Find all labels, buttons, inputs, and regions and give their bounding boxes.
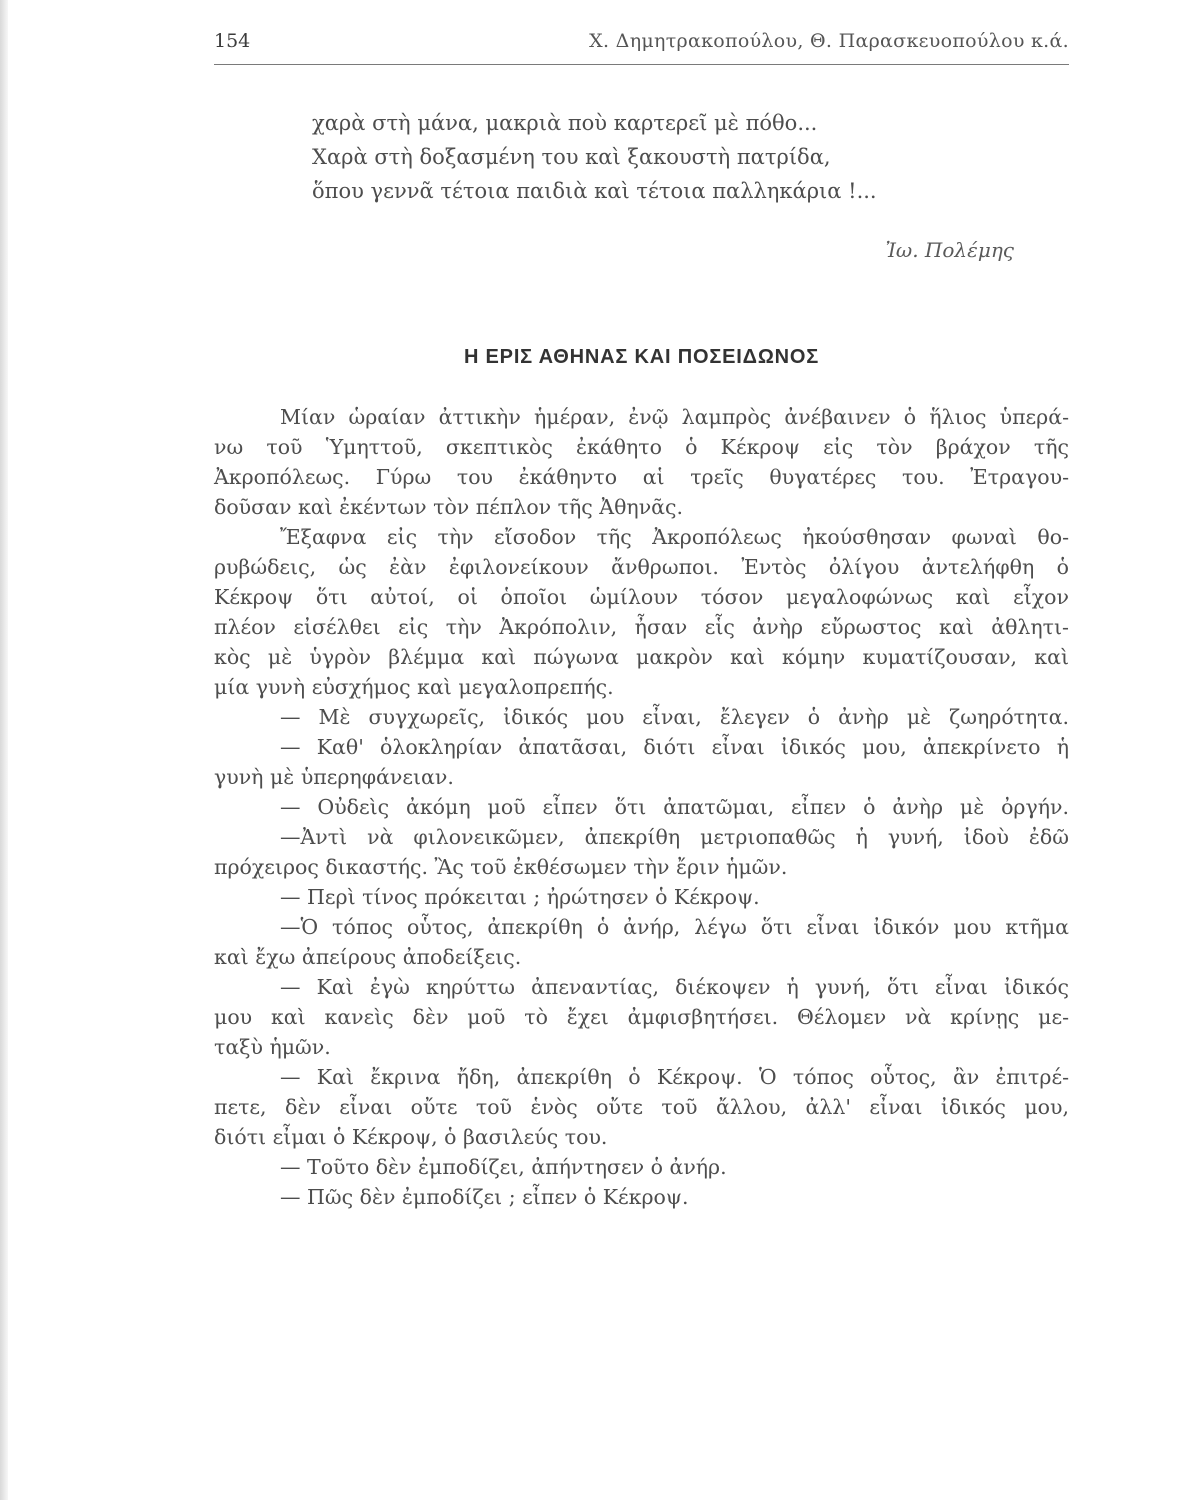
text-line: πετε, δὲν εἶναι οὔτε τοῦ ἑνὸς οὔτε τοῦ ἄλλου, ἀλλ' εἶναι ἰδικός μου, [214,1095,1069,1119]
dialogue-line: —Ὁ τόπος οὗτος, ἀπεκρίθη ὁ ἀνήρ, λέγω ὅτι εἶναι ἰδικόν μου κτῆμα [280,915,1069,939]
dialogue-line: — Τοῦτο δὲν ἐμποδίζει, ἀπήντησεν ὁ ἀνήρ. [280,1155,727,1179]
text-line: Κέκροψ ὅτι αὐτοί, οἱ ὁποῖοι ὡμίλουν τόσον μεγαλοφώνως καὶ εἶχον [214,585,1069,609]
page-edge-shadow [0,0,8,1500]
text-line: ρυβώδεις, ὡς ἐὰν ἐφιλονείκουν ἄνθρωποι. Ἐντὸς ὀλίγου ἀντελήφθη ὁ [214,555,1069,579]
poem-line: χαρὰ στὴ μάνα, μακριὰ ποὺ καρτερεῖ μὲ πόθο... [312,111,818,135]
text-line: πρόχειρος δικαστής. Ἂς τοῦ ἐκθέσωμεν τὴν ἔριν ἡμῶν. [214,855,788,879]
dialogue-line: —Ἀντὶ νὰ φιλονεικῶμεν, ἀπεκρίθη μετριοπαθῶς ἡ γυνή, ἰδοὺ ἐδῶ [280,825,1069,849]
text-line: ταξὺ ἡμῶν. [214,1035,331,1059]
dialogue-line: — Περὶ τίνος πρόκειται ; ἠρώτησεν ὁ Κέκροψ. [280,885,760,909]
text-line: μία γυνὴ εὐσχήμος καὶ μεγαλοπρεπής. [214,675,614,699]
page-number: 154 [214,30,251,52]
text-line: διότι εἶμαι ὁ Κέκροψ, ὁ βασιλεύς του. [214,1125,608,1149]
text-line: Ἀκροπόλεως. Γύρω του ἐκάθηντο αἱ τρεῖς θυγατέρες του. Ἐτραγου- [214,465,1069,489]
story-body [214,402,1069,1212]
poem-excerpt [312,106,1052,208]
text-line: Μίαν ὡραίαν ἀττικὴν ἡμέραν, ἐνῷ λαμπρὸς ἀνέβαινεν ὁ ἥλιος ὑπερά- [280,405,1069,429]
text-line: δοῦσαν καὶ ἐκέντων τὸν πέπλον τῆς Ἀθηνᾶς. [214,495,683,519]
text-line: καὶ ἔχω ἀπείρους ἀποδείξεις. [214,945,522,969]
story-title: Η ΕΡΙΣ ΑΘΗΝΑΣ ΚΑΙ ΠΟΣΕΙΔΩΝΟΣ [463,346,820,368]
poem-line: Χαρὰ στὴ δοξασμένη του καὶ ξακουστὴ πατρίδα, [312,145,831,169]
running-header [214,30,1069,62]
dialogue-line: — Καθ' ὁλοκληρίαν ἀπατᾶσαι, διότι εἶναι ἰδικός μου, ἀπεκρίνετο ἡ [280,735,1069,759]
text-line: κὸς μὲ ὑγρὸν βλέμμα καὶ πώγωνα μακρὸν καὶ κόμην κυματίζουσαν, καὶ [214,645,1069,669]
header-rule [214,64,1069,65]
dialogue-line: — Μὲ συγχωρεῖς, ἰδικός μου εἶναι, ἔλεγεν ὁ ἀνὴρ μὲ ζωηρότητα. [280,705,1069,729]
dialogue-line: — Οὐδεὶς ἀκόμη μοῦ εἶπεν ὅτι ἀπατῶμαι, εἶπεν ὁ ἀνὴρ μὲ ὀργήν. [280,795,1069,819]
dialogue-line: — Πῶς δὲν ἐμποδίζει ; εἶπεν ὁ Κέκροψ. [280,1185,689,1209]
running-title: Χ. Δημητρακοπούλου, Θ. Παρασκευοπούλου κ.ά. [589,30,1069,52]
text-line: Ἔξαφνα εἰς τὴν εἴσοδον τῆς Ἀκροπόλεως ἠκούσθησαν φωναὶ θο- [280,525,1069,549]
text-line: γυνὴ μὲ ὑπερηφάνειαν. [214,765,454,789]
text-line: νω τοῦ Ὑμηττοῦ, σκεπτικὸς ἐκάθητο ὁ Κέκροψ εἰς τὸν βράχον τῆς [214,435,1069,459]
text-line: πλέον εἰσέλθει εἰς τὴν Ἀκρόπολιν, ἦσαν εἷς ἀνὴρ εὔρωστος καὶ ἀθλητι- [214,615,1069,639]
poem-author: Ἰω. Πολέμης [885,238,1014,262]
text-line: μου καὶ κανεὶς δὲν μοῦ τὸ ἔχει ἀμφισβητήσει. Θέλομεν νὰ κρίνῃς με- [214,1005,1069,1029]
dialogue-line: — Καὶ ἔκρινα ἤδη, ἀπεκρίθη ὁ Κέκροψ. Ὁ τόπος οὗτος, ἂν ἐπιτρέ- [280,1065,1069,1089]
dialogue-line: — Καὶ ἐγὼ κηρύττω ἀπεναντίας, διέκοψεν ἡ γυνή, ὅτι εἶναι ἰδικός [280,975,1069,999]
poem-line: ὅπου γεννᾶ τέτοια παιδιὰ καὶ τέτοια παλληκάρια !... [312,179,877,203]
